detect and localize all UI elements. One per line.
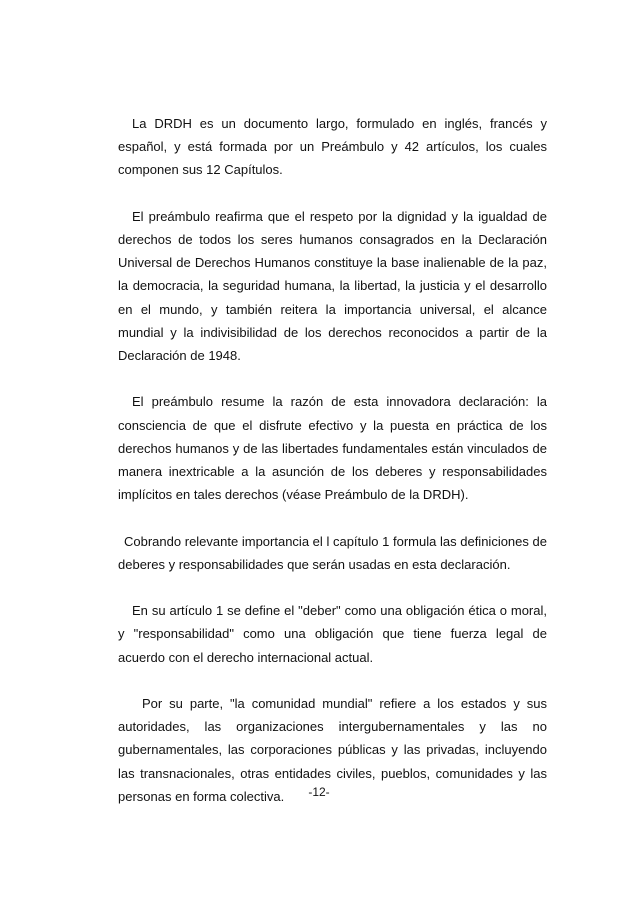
paragraph: Por su parte, "la comunidad mundial" refiere a los estados y sus autoridades, las organizaciones intergubernamentales y las no gubernamentales, las corporaciones públicas y las privadas, incluyendo las transnacionales, otras entidades civiles, pueblos, comunidades y las personas en forma colectiva. (118, 696, 547, 804)
paragraph: En su artículo 1 se define el "deber" como una obligación ética o moral, y "responsabilidad" como una obligación que tiene fuerza legal de acuerdo con el derecho internacional actual. (118, 603, 547, 665)
paragraph: Cobrando relevante importancia el l capítulo 1 formula las definiciones de deberes y responsabilidades que serán usadas en esta declaración. (118, 533, 547, 572)
paragraph: El preámbulo reafirma que el respeto por la dignidad y la igualdad de derechos de todos los seres humanos consagrados en la Declaración Universal de Derechos Humanos constituye la base inalienable de la paz, la democracia, la seguridad humana, la libertad, la justicia y el desarrollo en el mundo, y también reitera la importancia universal, el alcance mundial y la indivisibilidad de los derechos reconocidos a partir de la Declaración de 1948. (118, 208, 547, 364)
paragraph: El preámbulo resume la razón de esta innovadora declaración: la consciencia de que el disfrute efectivo y la puesta en práctica de los derechos humanos y de las libertades fundamentales están vinculados de manera inextricable a la asunción de los deberes y responsabilidades implícitos en tales derechos (véase Preámbulo de la DRDH). (118, 394, 547, 503)
paragraph: La DRDH es un documento largo, formulado en inglés, francés y español, y está formada por un Preámbulo y 42 artículos, los cuales componen sus 12 Capítulos. (118, 116, 547, 178)
page-number: -12- (308, 785, 330, 799)
document-body (118, 112, 547, 808)
